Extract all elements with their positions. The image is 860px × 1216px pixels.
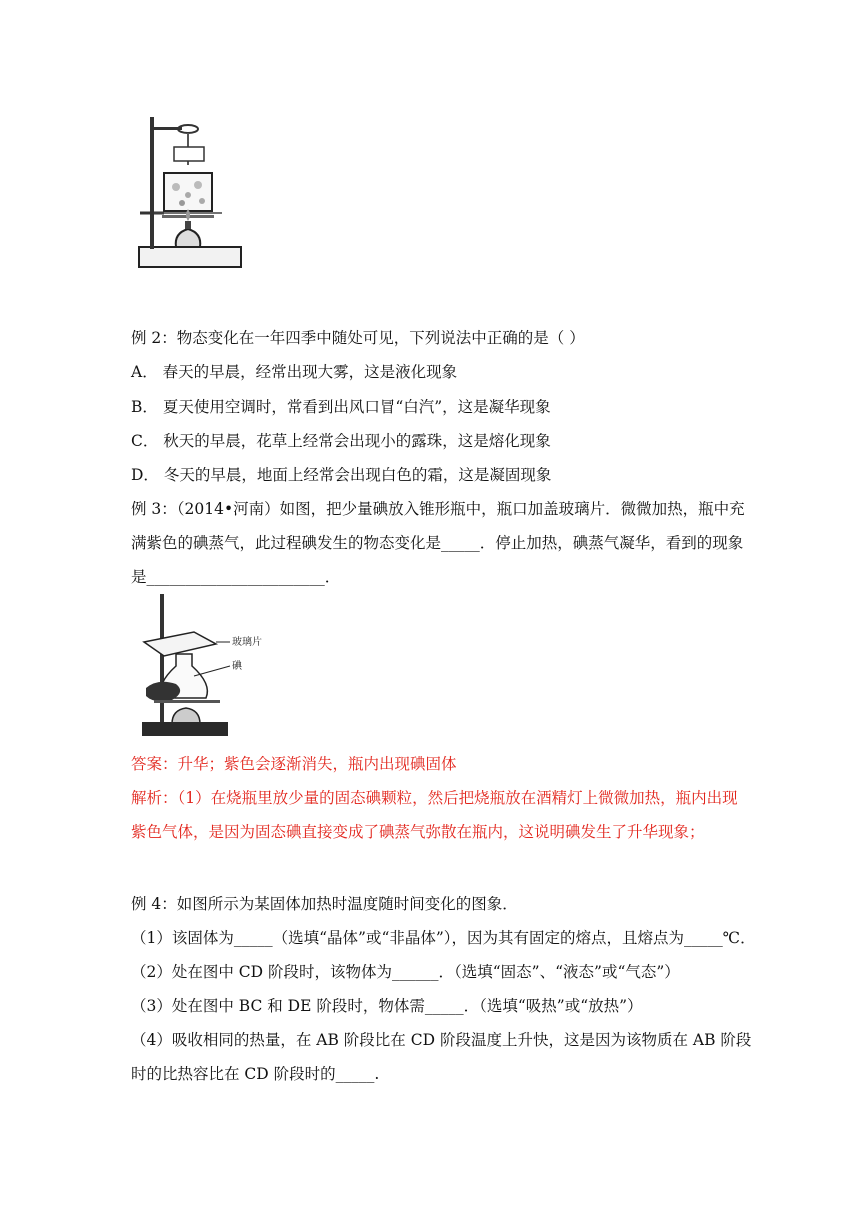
example3-line-3: 是_______________________． — [131, 568, 341, 586]
example4-item-2: （2）处在图中 CD 阶段时，该物体为______．（选填“固态”、“液态”或“气态”） — [131, 963, 680, 981]
option-c: C． 秋天的早晨，花草上经常会出现小的露珠，这是熔化现象 — [131, 432, 551, 450]
analysis-line-2: 紫色气体，是因为固态碘直接变成了碘蒸气弥散在瓶内，这说明碘发生了升华现象； — [131, 823, 705, 841]
example4-item-3: （3）处在图中 BC 和 DE 阶段时，物体需_____．（选填“吸热”或“放热”） — [131, 997, 643, 1015]
analysis-line-1: 解析：（1）在烧瓶里放少量的固态碘颗粒，然后把烧瓶放在酒精灯上微微加热，瓶内出现 — [131, 789, 738, 807]
answer-line: 答案：升华；紫色会逐渐消失，瓶内出现碘固体 — [131, 755, 457, 773]
example4-question: 例 4：如图所示为某固体加热时温度随时间变化的图象． — [131, 895, 518, 913]
option-d: D． 冬天的早晨，地面上经常会出现白色的霜，这是凝固现象 — [131, 466, 552, 484]
option-b: B． 夏天使用空调时，常看到出风口冒“白汽”，这是凝华现象 — [131, 398, 551, 416]
glass-plate-label: 玻璃片 — [232, 637, 262, 648]
example4-item-4: （4）吸收相同的热量，在 AB 阶段比在 CD 阶段温度上升快，这是因为该物质在 AB 阶段 — [131, 1031, 752, 1049]
example3-line-2: 满紫色的碘蒸气，此过程碘发生的物态变化是_____．停止加热，碘蒸气凝华，看到的现象 — [131, 534, 744, 552]
option-a: A． 春天的早晨，经常出现大雾，这是液化现象 — [131, 363, 458, 381]
example4-item-5: 时的比热容比在 CD 阶段时的_____. — [131, 1065, 380, 1083]
example2-question: 例 2：物态变化在一年四季中随处可见，下列说法中正确的是（ ） — [131, 329, 585, 347]
experiment-figure-1 — [136, 115, 246, 275]
experiment-figure-2 — [136, 592, 286, 742]
example4-item-1: （1）该固体为_____（选填“晶体”或“非晶体”），因为其有固定的熔点，且熔点为_____℃． — [131, 929, 756, 947]
example3-line-1: 例 3：（2014•河南）如图，把少量碘放入锥形瓶中，瓶口加盖玻璃片．微微加热，瓶中充 — [131, 500, 745, 518]
iodine-label: 碘 — [232, 661, 242, 672]
